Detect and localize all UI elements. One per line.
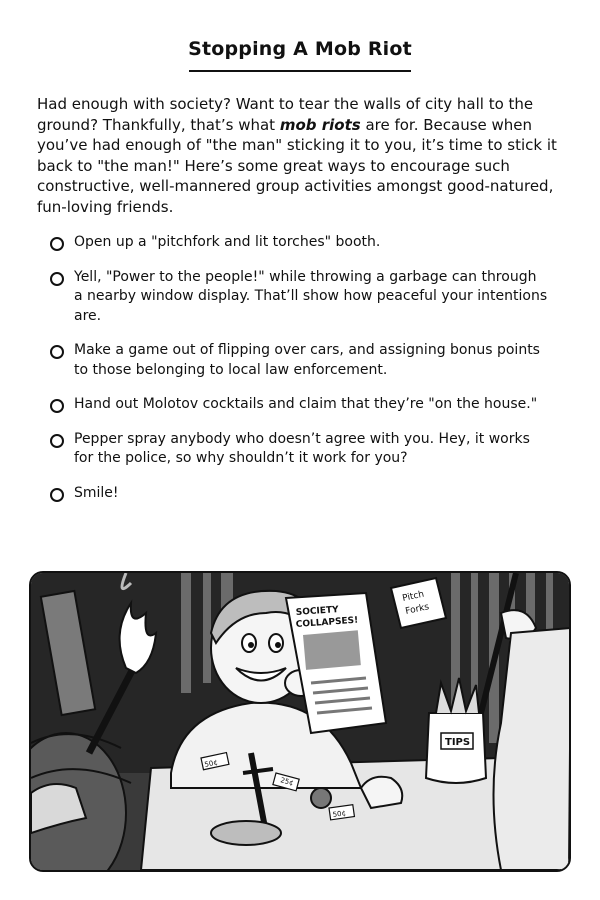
price-tag-1: 50¢: [203, 758, 219, 769]
illustration-art: [31, 573, 569, 870]
list-item: [48, 395, 548, 415]
list-item-text: Hand out Molotov cocktails and claim that they’re "on the house.": [74, 396, 538, 412]
list-item-text: Smile!: [74, 484, 119, 501]
list-item: [48, 268, 548, 327]
pitchfork-sign: [391, 578, 446, 628]
sign-text-1: Pitch: [401, 589, 426, 604]
tip-jar-label: TIPS: [445, 737, 471, 748]
bullet-circle-icon: [50, 345, 64, 359]
comic-illustration: [29, 571, 571, 872]
list-item-text: Yell, "Power to the people!" while throwing a garbage can through a nearby window display. That’ll show how peaceful your intentions are.: [74, 268, 548, 324]
list-item-text: Make a game out of flipping over cars, and assigning bonus points to those belonging to local law enforcement.: [74, 342, 540, 378]
intro-text-after: are for. Because when you’ve had enough of "the man" sticking it to you, it’s time to stick it back to "the man!" Here’s some great ways to encourage such constructive, well-mannered group activities amongst good-natured, fun-loving friends.: [37, 115, 557, 216]
price-tag-3: 25¢: [279, 776, 295, 788]
bullet-circle-icon: [50, 434, 64, 448]
bullet-circle-icon: [50, 237, 64, 251]
list-item: [48, 341, 548, 380]
tips-list: [48, 233, 548, 518]
sign-text-2: Forks: [404, 602, 431, 617]
bullet-circle-icon: [50, 488, 64, 502]
list-item: [48, 484, 548, 504]
price-tag-2: 50¢: [332, 809, 347, 819]
intro-text-before: Had enough with society? Want to tear the walls of city hall to the ground? Thankfully, that’s what: [37, 95, 534, 134]
page-title: Stopping A Mob Riot: [188, 38, 412, 60]
list-item: [48, 430, 548, 469]
bullet-circle-icon: [50, 399, 64, 413]
list-item: [48, 233, 548, 253]
list-item-text: Pepper spray anybody who doesn’t agree with you. Hey, it works for the police, so why shouldn’t it work for you?: [74, 430, 530, 466]
intro-emphasis: mob riots: [279, 115, 361, 134]
intro-paragraph: [37, 94, 567, 217]
bullet-circle-icon: [50, 272, 64, 286]
newspaper-headline-1: SOCIETY: [295, 605, 339, 618]
list-item-text: Open up a "pitchfork and lit torches" booth.: [74, 234, 381, 250]
newspaper-headline-2: COLLAPSES!: [295, 615, 359, 630]
title-underline: [189, 70, 411, 72]
